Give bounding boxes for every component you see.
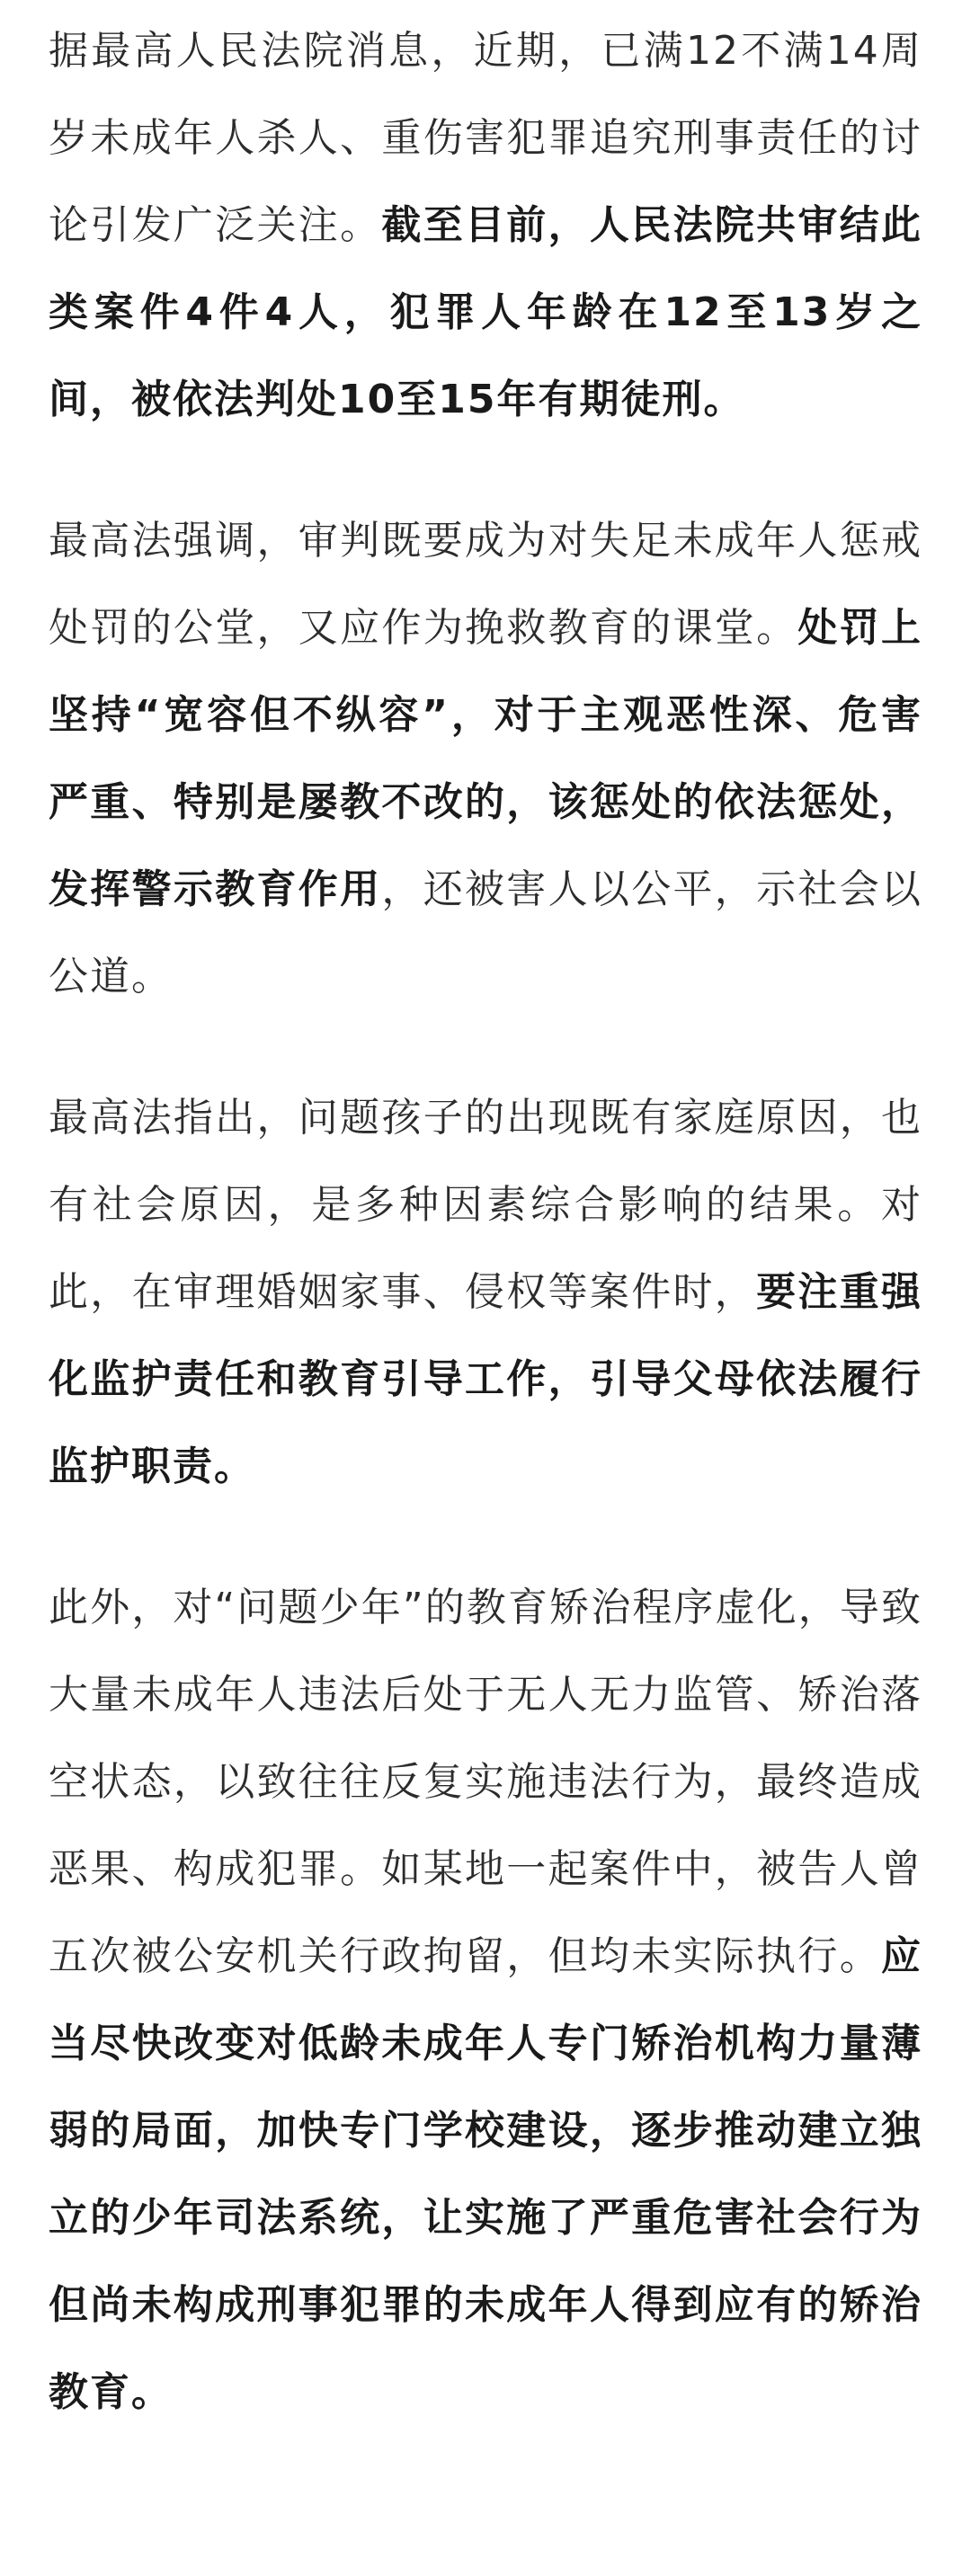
paragraph-4 (49, 1564, 922, 2436)
paragraph-2 (49, 497, 922, 1020)
paragraph-bold-text: 要注重强化监护责任和教育引导工作，引导父母依法履行监护职责。 (49, 1269, 923, 1489)
paragraph-text: 最高法强调，审判既要成为对失足未成年人惩戒处罚的公堂，又应作为挽救教育的课堂。 (49, 518, 922, 651)
paragraph-bold-text: 应当尽快改变对低龄未成年人专门矫治机构力量薄弱的局面，加快专门学校建设，逐步推动建立独立的少年司法系统，让实施了严重危害社会行为但尚未构成刑事犯罪的未成年人得到应有的矫治教育。 (49, 1933, 922, 2415)
paragraph-3 (49, 1074, 922, 1510)
paragraph-text: 据最高人民法院消息，近期，已满12不满14周岁未成年人杀人、重伤害犯罪追究刑事责任的讨论引发广泛关注。 (49, 28, 922, 248)
paragraph-bold-text: 截至目前，人民法院共审结此类案件4件4人，犯罪人年龄在12至13岁之间，被依法判处10至15年有期徒刑。 (49, 202, 923, 422)
paragraph-bold-text: 处罚上坚持“宽容但不纵容”，对于主观恶性深、危害严重、特别是屡教不改的，该惩处的依法惩处，发挥警示教育作用 (49, 605, 923, 912)
paragraph-text: 最高法指出，问题孩子的出现既有家庭原因，也有社会原因，是多种因素综合影响的结果。对此，在审理婚姻家事、侵权等案件时， (49, 1095, 922, 1315)
paragraph-1 (49, 7, 922, 443)
paragraph-text: ，还被害人以公平，示社会以公道。 (49, 866, 923, 999)
paragraph-text: 此外，对“问题少年”的教育矫治程序虚化，导致大量未成年人违法后处于无人无力监管、矫治落空状态，以致往往反复实施违法行为，最终造成恶果、构成犯罪。如某地一起案件中，被告人曾五次被公安机关行政拘留，但均未实际执行。 (49, 1585, 922, 1979)
